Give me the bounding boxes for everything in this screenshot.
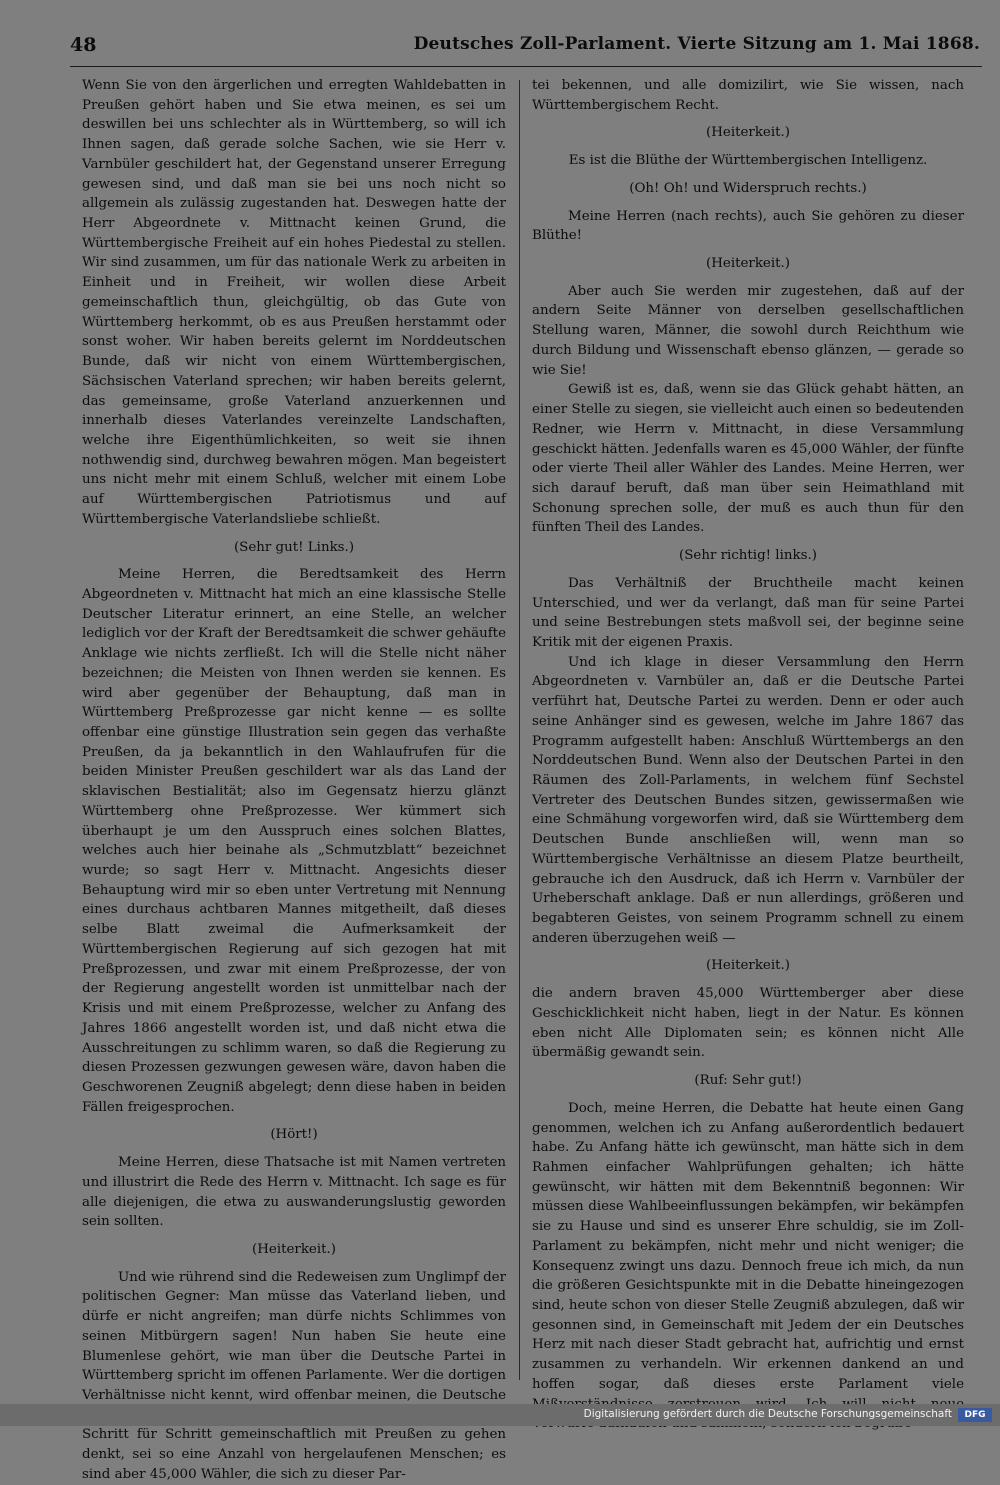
paragraph: Meine Herren, diese Thatsache ist mit Namen vertreten und illustrirt die Rede des Herrn v. Mittnacht. Ich sage es für alle diejenigen, die etwa zu auswanderungslustig geworden sein sollten. — [82, 1155, 506, 1230]
paragraph: Aber auch Sie werden mir zugestehen, daß auf der andern Seite Männer von derselben gesellschaftlichen Stellung waren, Männer, die sowohl durch Reichthum wie durch Bildung und Wissenschaft ebenso glänzen, — gerade so wie Sie! — [532, 283, 964, 378]
paragraph: Doch, meine Herren, die Debatte hat heute einen Gang genommen, welchen ich zu Anfang außerordentlich bedauert habe. Zu Anfang hätte ich gewünscht, man hätte sich in dem Rahmen einfacher Wahlprüfungen gehalten; ich hätte gewünscht, wir hätten mit dem Bekenntniß begonnen: Wir müssen diese Wahlbeeinflussungen bekämpfen, wir bekämpfen sie zu Hause und sind es unserer Ehre schuldig, sie im Zoll-Parlament zu bekämpfen, nicht mehr und nicht weniger; die Konsequenz zwingt uns dazu. Dennoch freue ich mich, da nun die größeren Gesichtspunkte mit in die Debatte hineingezogen sind, heute schon von dieser Stelle Zeugniß abzulegen, daß wir gesonnen sind, in Gemeinschaft mit Jedem der ein Deutsches Herz mit nach dieser Stadt gebracht hat, aufrichtig und ernst zusammen zu verhandeln. Wir erkennen dankend an und hoffen sogar, daß dieses erste Parlament viele — [532, 1100, 965, 1392]
interjection: (Heiterkeit.) — [706, 256, 790, 272]
paragraph: Meine Herren, die Beredtsamkeit des Herrn Abgeordneten v. Mittnacht hat mich an eine klassische Stelle Deutscher Literatur erinnert, an eine Stelle, an welcher lediglich vor der Kraft der Beredtsamkeit die schwer gehäufte Anklage wie nichts zerfließt. Ich will die Stelle nicht näher bezeichnen; die Meisten von Ihnen werden sie kennen. Es wird aber gegenüber der Behauptung, daß man in Württemberg Preßprozesse gar nicht kenne — es sollte offenbar eine günstige Illustration sein gegen das verhaßte Preußen, da ja bekanntlich in den Wahlaufrufen für die beiden Minister Preußen geschildert war als das Land der sklavischen Bestialität; also im Gegensatz hierzu glänzt Württemberg ohne Preßprozesse. Wer kümmert sich überhaupt je um den Ausspruch eines solchen Blattes, welches auch hier beinahe als „Schmutzblatt“ bezeichnet wurde; so sagt Herr v. Mittnacht. Angesichts dieser Behauptung wird mir so eben unter Vertretung mit Nennung eines durchaus achtbaren Mannes mitgetheilt, daß dieses selbe Blatt zweimal die Aufmerksamkeit der Württembergischen Regierung auf sich gezogen hat mit Preßprozessen, und zwar mit einem Preßprozesse, der von der Regierung angestellt worden ist unmittelbar nach der Krisis und mit einem Preßprozesse, welcher zu Anfang des Jahres 1866 angestellt worden ist, und daß nicht etwa die Ausschreitungen zu schlimm waren, so daß die Regierung zu diesen Prozessen gezwungen gewesen wäre, davon haben die Geschworenen Zeugniß abgelegt; denn diese haben in beiden Fällen freigesprochen. — [82, 567, 506, 1115]
paragraph: die andern braven 45,000 Württemberger aber diese Geschicklichkeit nicht haben, liegt in der Natur. Es können eben nicht Alle Diplomaten sein; es können nicht Alle übermäßig gewandt sein. — [532, 986, 964, 1061]
interjection: (Heiterkeit.) — [706, 125, 790, 141]
interjection: (Heiterkeit.) — [252, 1241, 336, 1257]
column-divider — [519, 80, 520, 1380]
interjection: (Sehr gut! Links.) — [233, 539, 355, 555]
paragraph: Und wie rührend sind die Redeweisen zum Unglimpf der politischen Gegner: Man müsse das Vaterland lieben, und dürfe er nicht angreifen; man dürfe nichts Schlimmes von seinen Mitbürgern sagen! Nun haben Sie heute eine Blumenlese gehört, wie man über die Deutsche Partei in Württemberg spricht im offenen Parlamente. Wer die dortigen Verhältnisse nicht kennt, wird offenbar meinen, die Deutsche Schritt für Schritt gemeinschaftlich mit Preußen zu gehen denkt, sei so eine Anzahl von hergelaufenen Menschen; es sind aber 45,000 Wähler, die sich zu dieser Par- — [82, 1269, 506, 1482]
interjection: (Oh! Oh! und Widerspruch rechts.) — [629, 180, 867, 196]
interjection: (Hört!) — [270, 1127, 318, 1143]
paragraph: Das Verhältniß der Bruchtheile macht keinen Unterschied, und wer da verlangt, daß man für seine Partei und seine Bestrebungen stets maßvoll sei, der beginne seine Kritik mit der eigenen Praxis. — [532, 575, 964, 650]
page-header — [70, 30, 982, 67]
paragraph: tei bekennen, und alle domizilirt, wie Sie wissen, nach Württembergischem Recht. — [532, 78, 964, 113]
paragraph: Meine Herren (nach rechts), auch Sie gehören zu dieser Blüthe! — [532, 208, 964, 244]
paragraph: Und ich klage in dieser Versammlung den Herrn Abgeordneten v. Varnbüler an, daß er die Deutsche Partei verführt hat, Deutsche Partei zu werden. Denn er oder auch seine Anhänger sind es gewesen, welche im Jahre 1867 das Programm aufgestellt haben: Anschluß Württembergs an den Norddeutschen Bund. Wenn also der Deutschen Partei in den Räumen des Zoll-Parlaments, in welchem fünf Sechstel Vertreter des Deutschen Bundes sitzen, gewissermaßen wie eine Schmähung vorgeworfen wird, daß sie Württemberg dem Deutschen Bunde anschließen will, wenn man so Württembergische Verhältnisse an diesem Platze beurtheilt, gebrauche ich den Ausdruck, daß ich Herrn v. Varnbüler der Urheberschaft anklage. Daß er nun allerdings, größeren und begabteren Geistes, von seinem Programm schnell zu einem anderen überzugehen weiß — — [532, 654, 964, 946]
left-column — [82, 76, 506, 1482]
right-column — [532, 76, 965, 1392]
interjection: (Heiterkeit.) — [706, 958, 790, 974]
interjection: (Sehr richtig! links.) — [679, 548, 817, 564]
running-title: Deutsches Zoll-Parlament. Vierte Sitzung am 1. Mai 1868. — [413, 34, 980, 54]
footer-bar — [0, 1404, 1000, 1426]
page-number: 48 — [70, 34, 97, 56]
digitization-credit: Digitalisierung gefördert durch die Deutsche Forschungsgemeinschaft — [583, 1408, 952, 1420]
dfg-logo: DFG — [958, 1408, 992, 1422]
paragraph: Wenn Sie von den ärgerlichen und erregten Wahldebatten in Preußen gehört haben und Sie etwa meinen, es sei um deswillen bei uns schlechter als in Württemberg, so will ich Ihnen sagen, daß gerade solche Sachen, wie sie Herr v. Varnbüler geschildert hat, der Gegenstand unserer Erregung gewesen sind, und daß man sie bei uns noch nicht so allgemein als zulässig zugestanden hat. Deswegen hatte der Herr Abgeordnete v. Mittnacht keinen Grund, die Württembergische Freiheit auf ein hohes Piedestal zu stellen. Wir sind zusammen, um für das nationale Werk zu arbeiten in Einheit und in Freiheit, wir wollen diese Arbeit gemeinschaftlich thun, gleichgültig, ob das Gute von Württemberg herkommt, ob es aus Preußen herstammt oder sonst woher. Wir haben bereits gelernt im Norddeutschen Bunde, daß wir nicht von einem Württembergischen, Sächsischen Vaterland sprechen; wir haben bereits gelernt, das gemeinsame, große Vaterland anzuerkennen und innerhalb dieses Vaterlandes vereinzelte Landschaften, welche ihre Eigenthümlichkeiten, so weit sie ihnen nothwendig sind, durchweg bewahren mögen. Man begeistert uns nicht mehr mit einem Schluß, welcher mit einem Lobe auf Württembergischen Patriotismus und auf Württembergische Vaterlandsliebe schließt. — [82, 78, 506, 527]
interjection: Es ist die Blüthe der Württembergischen Intelligenz. — [568, 153, 928, 169]
interjection: (Ruf: Sehr gut!) — [694, 1073, 802, 1089]
paragraph: Gewiß ist es, daß, wenn sie das Glück gehabt hätten, an einer Stelle zu siegen, sie vielleicht auch einen so bedeutenden Redner, wie Herrn v. Mittnacht, in diese Versammlung geschickt hätten. Jedenfalls waren es 45,000 Wähler, der fünfte oder vierte Theil aller Wähler des Landes. Meine Herren, wer sich darauf beruft, daß man über sein Heimathland mit Schonung sprechen solle, der muß es auch thun für den fünften Theil des Landes. — [532, 382, 964, 536]
